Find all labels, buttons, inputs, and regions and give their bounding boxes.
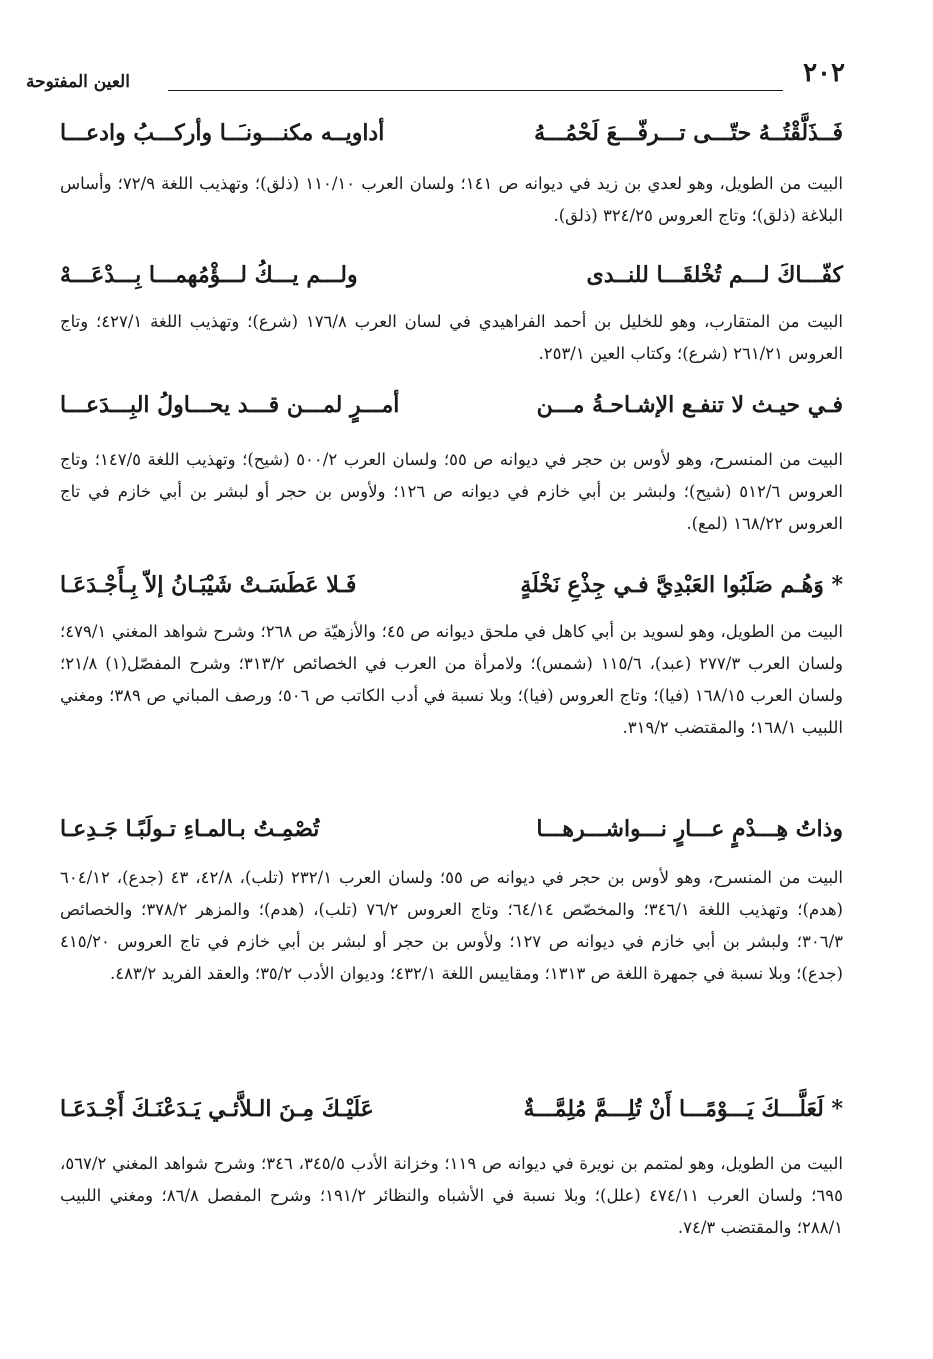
verse-first-hemistich: فَــذَلَّقْتُــهُ حتّـــى تـــرفّـــعَ لَحْمُـــهُ	[534, 120, 843, 146]
running-title: العين المفتوحة	[26, 72, 130, 92]
verse-first-hemistich: فـي حيـث لا تنفـع الإشـاحـةُ مـــن	[536, 392, 843, 418]
commentary: البيت من المنسرح، وهو لأوس بن حجر في ديوانه ص ٥٥؛ ولسان العرب ٥٠٠/٢ (شيح)؛ وتهذيب اللغة ١٤٧/٥؛ وتاج العروس ٥١٢/٦ (شيح)؛ ولبشر بن أبي خازم في ديوانه ص ١٢٦؛ ولأوس بن حجر أو لبشر بن أبي خازم في تاج العروس ١٦٨/٢٢ (لمع).	[60, 450, 843, 533]
header-rule	[168, 90, 783, 91]
verse-first-hemistich: كفّـــاكَ لـــم تُخْلقَـــا للنــدى	[586, 262, 843, 288]
verse	[60, 816, 843, 842]
verse-second-hemistich: فَـلا عَطَسَـتْ شَيْبَـانُ إلاّ بِـأَجْـدَعَـا	[60, 572, 357, 598]
commentary: البيت من المتقارب، وهو للخليل بن أحمد الفراهيدي في لسان العرب ١٧٦/٨ (شرع)؛ وتهذيب اللغة ٤٢٧/١؛ وتاج العروس ٢٦١/٢١ (شرع)؛ وكتاب العين ٢٥٣/١.	[60, 312, 844, 363]
verse-first-hemistich: * وَهُـم صَلَبُوا العَبْدِيَّ فـي جِذْعِ نَخْلَةٍ	[520, 572, 843, 598]
verse-second-hemistich: أمـــرٍ لمـــن قـــد يحـــاولُ البِـــدَعـــا	[60, 392, 400, 418]
verse-second-hemistich: تُصْمِـتُ بـالمـاءِ تـولَبًـا جَـدِعـا	[60, 816, 320, 842]
verse	[60, 120, 843, 146]
verse	[60, 572, 843, 598]
verse	[60, 1096, 843, 1122]
verse	[60, 262, 843, 288]
commentary: البيت من الطويل، وهو لمتمم بن نويرة في ديوانه ص ١١٩؛ وخزانة الأدب ٣٤٥/٥، ٣٤٦؛ وشرح شواهد المغني ٥٦٧/٢، ٦٩٥؛ ولسان العرب ٤٧٤/١١ (علل)؛ وبلا نسبة في الأشباه والنظائر ١٩١/٢؛ وشرح المفصل ٨٦/٨؛ ومغني اللبيب ٢٨٨/١؛ والمقتضب ٧٤/٣.	[60, 1154, 843, 1237]
page-header	[26, 58, 843, 98]
page-number: ٢٠٢	[803, 58, 845, 88]
verse-second-hemistich: ولـــم يـــكُ لـــؤْمُهمـــا بِـــدْعَـــهْ	[60, 262, 358, 288]
verse-second-hemistich: عَلَيْـكَ مِـنَ الـلاَّئـي يَـدَعْنَـكَ أَجْـدَعَـا	[60, 1096, 374, 1122]
verse-first-hemistich: وذاتُ هِـــدْمٍ عـــارٍ نـــواشـــرهـــا	[536, 816, 843, 842]
verse-second-hemistich: أداويــه مكنـــونـَــا وأركـــبُ وادعـــا	[60, 120, 385, 146]
commentary: البيت من المنسرح، وهو لأوس بن حجر في ديوانه ص ٥٥؛ ولسان العرب ٢٣٢/١ (تلب)، ٤٢/٨، ٤٣ (جدع)، ٦٠٤/١٢ (هدم)؛ وتهذيب اللغة ٣٤٦/١؛ والمخصّص ٦٤/١٤؛ وتاج العروس ٧٦/٢ (تلب)، (هدم)؛ والمزهر ٣٧٨/٢؛ والخصائص ٣٠٦/٣؛ ولبشر بن أبي خازم في ديوانه ص ١٢٧؛ ولأوس بن حجر أو لبشر بن أبي خازم في تاج العروس ٤١٥/٢٠ (جدع)؛ وبلا نسبة في جمهرة اللغة ص ١٣١٣؛ ومقاييس اللغة ٤٣٢/١؛ وديوان الأدب ٣٥/٢؛ والعقد الفريد ٤٨٣/٢.	[60, 868, 843, 983]
verse-first-hemistich: * لَعَلَّـــكَ يَـــوْمًـــا أَنْ تُلِـــمَّ مُلِمَّـــةٌ	[523, 1096, 843, 1122]
commentary: البيت من الطويل، وهو لسويد بن أبي كاهل في ملحق ديوانه ص ٤٥؛ والأزهيّة ص ٢٦٨؛ وشرح شواهد المغني ٤٧٩/١؛ ولسان العرب ٢٧٧/٣ (عبد)، ١١٥/٦ (شمس)؛ ولامرأة من العرب في الخصائص ٣١٣/٢؛ وشرح المفصّل(١) ٢١/٨؛ ولسان العرب ١٦٨/١٥ (فيا)؛ وتاج العروس (فيا)؛ وبلا نسبة في أدب الكاتب ص ٥٠٦؛ ورصف المباني ص ٣٨٩؛ ومغني اللبيب ١٦٨/١؛ والمقتضب ٣١٩/٢.	[60, 622, 843, 737]
commentary: البيت من الطويل، وهو لعدي بن زيد في ديوانه ص ١٤١؛ ولسان العرب ١١٠/١٠ (ذلق)؛ وتهذيب اللغة ٧٢/٩؛ وأساس البلاغة (ذلق)؛ وتاج العروس ٣٢٤/٢٥ (ذلق).	[60, 174, 843, 225]
verse	[60, 392, 843, 418]
